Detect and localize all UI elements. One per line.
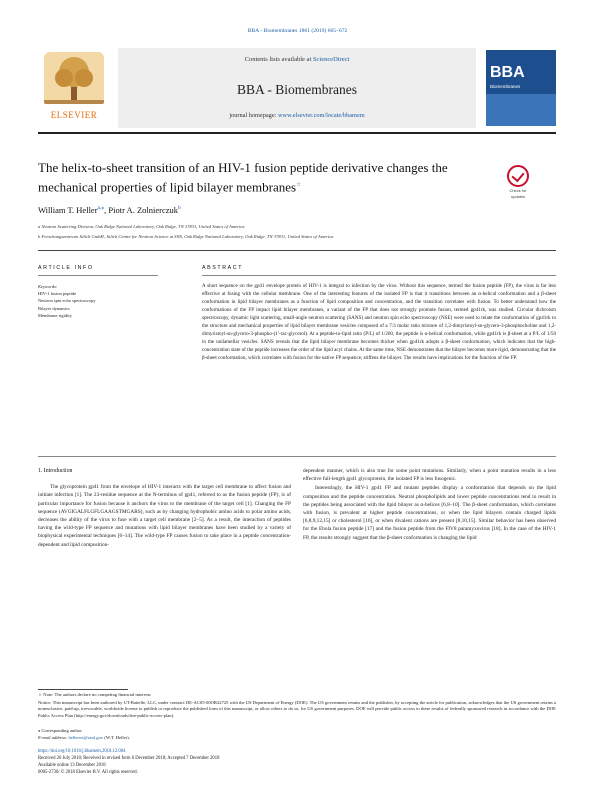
keywords-label: Keywords:	[38, 284, 58, 289]
cover-band	[486, 94, 556, 126]
journal-title: BBA - Biomembranes	[237, 82, 357, 97]
abstract-bottom-rule	[38, 456, 556, 457]
article-title	[38, 160, 488, 195]
journal-citation[interactable]: BBA - Biomembranes 1861 (2019) 665–672	[247, 28, 348, 34]
crossmark-icon	[507, 165, 529, 187]
affiliation: b Forschungszentrum Jülich GmbH, Jülich Centre for Neutron Science at SNS, Oak Ridge National Laboratory, Oak Ridge, TN 37831, United States of America	[38, 234, 334, 239]
keyword: HIV-1 fusion peptide	[38, 291, 77, 297]
abstract-rule	[202, 275, 556, 276]
homepage-link[interactable]: www.elsevier.com/locate/bbamem	[277, 112, 365, 119]
section-heading-introduction: 1. Introduction	[38, 468, 73, 474]
elsevier-logo[interactable]	[38, 50, 110, 124]
footnote-interests: ☆ Note: The authors declare no competing financial interests	[38, 692, 151, 697]
author-marks[interactable]: a,⁎	[97, 205, 105, 212]
header-rule	[38, 132, 556, 134]
journal-header	[38, 48, 556, 128]
footnote-corresponding: ⁎ Corresponding author.	[38, 728, 83, 733]
keywords-block	[38, 283, 163, 319]
author-name[interactable]: Piotr A. Zolnierczuk	[108, 205, 179, 215]
body-column-right	[303, 467, 556, 542]
keyword: Membrane rigidity	[38, 312, 72, 318]
author-marks[interactable]: b	[178, 205, 181, 212]
sciencedirect-link[interactable]: ScienceDirect	[312, 56, 350, 63]
affiliation: a Neutron Scattering Division, Oak Ridge National Laboratory, Oak Ridge, TN 37831, United States of America	[38, 224, 245, 229]
footnote-notice: Notice: This manuscript has been authored by UT-Battelle, LLC, under contract DE-AC05-00OR22725 with the US Department of Energy (DOE). The US government retains and the publisher, by accepting the article for publication, acknowledges that the US government retains a nonexclusive, paid-up, irrevocable, worldwide license to publish or reproduce the published form of this manuscript, or allow others to do so, for US government purposes. DOE will provide public access to these results of federally sponsored research in accordance with the DOE Public Access Plan (http://energy.gov/downloads/doe-public-access-plan).	[38, 700, 556, 718]
copyright: 0005-2736/ © 2018 Elsevier B.V. All rights reserved.	[38, 770, 138, 775]
contents-line	[118, 56, 476, 63]
article-title-text: The helix-to-sheet transition of an HIV-1 fusion peptide derivative changes the mechanical properties of lipid bilayer membranes	[38, 160, 448, 194]
paragraph: dependent manner, which is also true for some point mutations. Similarly, when a point mutation results in a less effective full-length gp41 glycoprotein, the isolated FP is less fusogenic.	[303, 468, 556, 483]
homepage-line	[118, 112, 476, 119]
paragraph: The glycoprotein gp41 from the envelope of HIV-1 interacts with the target cell membrane to affect fusion and initiate infection [1]. The 23-residue sequence at the N-terminus of gp41, referred to as the fusion peptide (FP), is of particular importance for fusion because it anchors the virus to the membrane of the target cell [1]. Changing the FP sequence (AVGIGALFLGFLGAAGSTMGARS), such as by changing hydrophobic amino acids to polar amino acids, decreases the ability of the virus to fuse with a target cell membrane [2–5]. As a result, the interaction of peptides having the wild-type FP sequence and mutations with lipid bilayer membranes have been studied by a variety of biophysical experimental techniques [6–14]. The wild-type FP causes fusion to take place in a peptide concentration-dependent and lipid composition-	[38, 484, 291, 548]
footnote-email	[38, 735, 556, 741]
online-date: Available online 13 December 2018	[38, 763, 106, 768]
body-column-left	[38, 467, 291, 549]
article-info-rule	[38, 275, 158, 276]
publisher-name: ELSEVIER	[50, 110, 98, 120]
email-label: E-mail address:	[38, 735, 69, 740]
keyword: Neutron spin echo spectroscopy	[38, 298, 96, 304]
cover-title: BBA	[490, 64, 525, 81]
footnote-rule	[38, 689, 128, 690]
journal-cover-image[interactable]	[486, 50, 556, 126]
elsevier-tree-icon	[44, 52, 104, 104]
email-owner: (W.T. Heller).	[103, 735, 130, 740]
doi-link	[38, 749, 556, 755]
keyword: Bilayer dynamics	[38, 305, 70, 311]
title-footnote-mark[interactable]: ☆	[296, 181, 302, 188]
homepage-prefix: journal homepage:	[229, 112, 278, 119]
doi-url[interactable]: https://doi.org/10.1016/j.bbamem.2018.12.004	[38, 749, 126, 754]
paragraph: Interestingly, the HIV-1 gp41 FP and mutant peptides display a conformation that depends on the lipid composition and the peptide concentration. Neutral phospholipids and lower peptide concentrations tend to result in the peptides being associated with the lipid bilayer as α-helices [6,8–10]. The β-sheet conformation, which correlates with fusion, is prevalent at higher peptide concentrations, or when the lipid bilayers contain charged lipids [6,8,9,12,15] or cholesterol [16], or when divalent cations are present [8,10,15]. Similar behavior has been observed for the Ebola fusion peptide [17] and the fusion peptide from the FIV8 paramyxovirus [18]. In the case of the HIV-1 FP, the results strongly suggest that the β-sheet conformation is changing the lipid	[303, 485, 556, 541]
received-dates: Received 26 July 2018; Received in revised form 6 December 2018; Accepted 7 December 2018	[38, 756, 220, 761]
contents-prefix: Contents lists available at	[244, 56, 313, 63]
affiliation-rule	[38, 250, 556, 251]
author-list: William T. Heller$^{a,⁎}$, Piotr A. Zolnierczuk$^b$	[38, 205, 181, 215]
abstract-text: A short sequence on the gp41 envelope protein of HIV-1 is integral to infection by the virus. Without this sequence, termed the fusion peptide (FP), the virus is far less effective at fusing with the cellular membrane. One of the interesting features of the isolated FP is that it transitions between an α-helical conformation and a β-sheet conformation in lipid bilayer membranes as a function of lipid composition and concentration, and the transition correlates with fusion. To better understand how the conformations of the FP impact lipid bilayer membranes, a variant of the FP that does not strongly promote fusion, termed gp41rk, was studied. Circular dichroism spectroscopy, dynamic light scattering, small-angle neutron scattering (SANS) and neutron spin echo spectroscopy (NSE) were used to relate the conformation of gp41rk to the structure and mechanical properties of lipid bilayer membrane vesicles composed of a 7:3 molar ratio mixture of 1,2-dimyristoyl-sn-glycero-3-phosphocholine and 1,2-dimyristoyl-sn-glycero-3-phospho-(1′-rac-glycerol). At a peptide-to-lipid ratio (P/L) of 1/200, the peptide is α-helical conformation, while gp41rk is β-sheet at a P/L of 1/50 in the unilamellar vesicles. SANS reveals that the lipid bilayer membrane becomes thicker when gp41rk adopts a β-sheet conformation, which indicates that the high-concentration state of the peptide increases the order of the lipid acyl chains. At the same time, NSE demonstrates that the bilayer becomes more rigid, demonstrating that the β-sheet conformation, which correlates with fusion for the native FP sequence, stiffens the bilayer. The results have implications for the function of the FP.	[202, 283, 556, 361]
journal-info-box	[118, 48, 476, 128]
author-name[interactable]: William T. Heller	[38, 205, 98, 215]
article-info-heading: ARTICLE INFO	[38, 265, 94, 271]
check-for-updates-badge[interactable]	[503, 165, 533, 199]
crossmark-label-1: Check for	[509, 188, 527, 193]
email-link[interactable]: hellerwt@ornl.gov	[68, 735, 104, 740]
cover-subtitle: Biomembranes	[490, 84, 521, 89]
crossmark-label-2: updates	[510, 194, 526, 199]
abstract-heading: ABSTRACT	[202, 265, 244, 271]
